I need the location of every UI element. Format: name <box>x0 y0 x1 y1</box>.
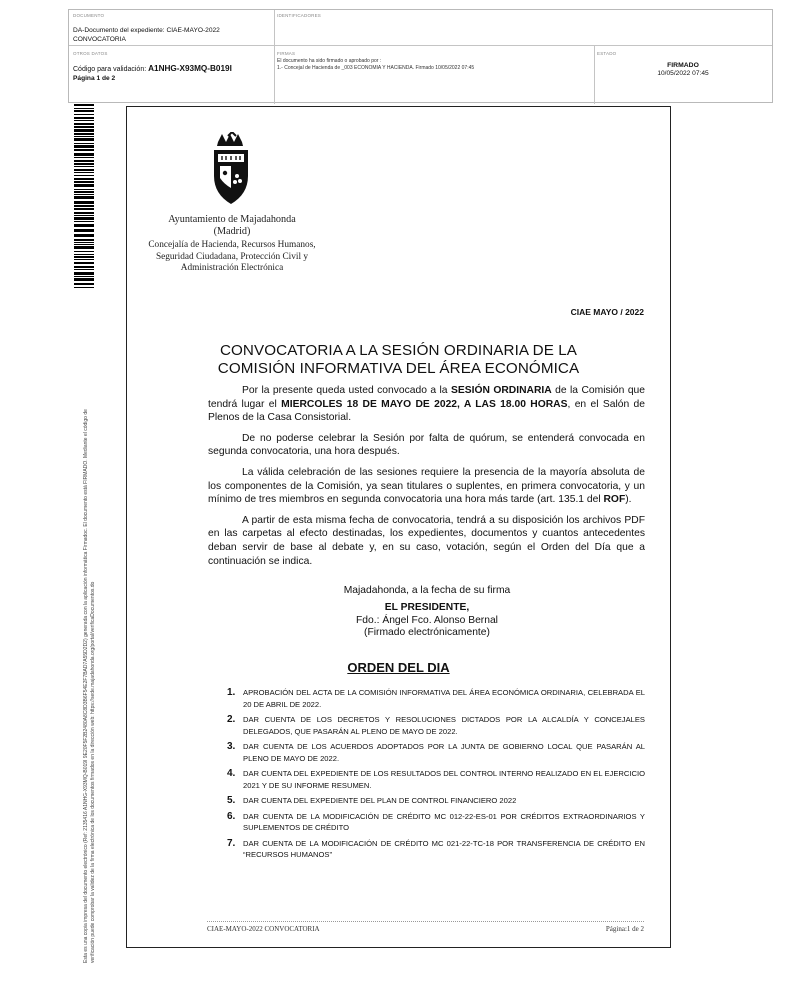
organization-block <box>147 214 317 275</box>
agenda-item <box>227 687 645 710</box>
agenda-item-number: 2. <box>227 714 236 725</box>
p1-text-a: Por la presente queda usted convocado a la <box>242 385 451 396</box>
identificadores-label: IDENTIFICADORES <box>277 13 322 18</box>
footer-divider <box>207 921 644 922</box>
verification-side-text <box>83 263 97 963</box>
footer-page-number: Página:1 de 2 <box>605 925 644 933</box>
documento-label: DOCUMENTO <box>73 13 105 18</box>
codigo-label: Código para validación: <box>73 66 147 73</box>
p1-session-type: SESIÓN ORDINARIA <box>450 385 552 396</box>
page-count: Página 1 de 2 <box>73 75 116 82</box>
paragraph-2: De no poderse celebrar la Sesión por falta de quórum, se entenderá convocada en segunda convocatoria, una hora después. <box>208 432 645 458</box>
p1-text-e: , en el Salón de Plenos de la Casa Consistorial. <box>208 398 646 424</box>
signature-block <box>257 585 597 640</box>
estado-value: FIRMADO <box>667 62 699 69</box>
agenda-item-number: 4. <box>227 768 236 779</box>
agenda-item <box>227 811 645 834</box>
side-text-line1: Esta es una copia impresa del documento electrónico (Ref: 2135416 A1NHG-X93MQ-B019I 9E20F5F2B2480A8C8D3B6F54E2F7BAD7A55D2D2) generada con la aplicación informática Firmadoc. El documento está FIRMADO. Mediante el código de <box>83 409 89 963</box>
otros-datos-cell <box>73 51 273 82</box>
identificadores-cell <box>277 13 321 18</box>
agenda-title: ORDEN DEL DIA <box>347 660 450 675</box>
signed-note: (Firmado electrónicamente) <box>364 627 490 639</box>
place-date: Majadahonda, a la fecha de su firma <box>343 585 511 596</box>
firmas-cell <box>277 51 592 72</box>
estado-date: 10/05/2022 07:45 <box>657 70 709 77</box>
document-title <box>127 342 670 378</box>
org-region: (Madrid) <box>213 226 251 237</box>
documento-value: DA-Documento del expediente: CIAE-MAYO-2022 CONVOCATORIA <box>73 27 220 43</box>
document-body <box>208 384 645 575</box>
agenda-item-text: APROBACIÓN DEL ACTA DE LA COMISIÓN INFORMATIVA DEL ÁREA ECONÓMICA ORDINARIA, CELEBRADA EL 20 DE ABRIL DE 2022. <box>243 688 645 709</box>
p1-date-time: MIERCOLES 18 DE MAYO DE 2022, A LAS 18.00 HORAS <box>281 398 568 410</box>
org-name: Ayuntamiento de Majadahonda <box>168 214 296 225</box>
president-title: EL PRESIDENTE, <box>384 602 470 614</box>
title-line1: CONVOCATORIA A LA SESIÓN ORDINARIA DE LA <box>219 342 578 359</box>
agenda-item-text: DAR CUENTA DEL EXPEDIENTE DEL PLAN DE CONTROL FINANCIERO 2022 <box>243 796 517 805</box>
otros-datos-label: OTROS DATOS <box>73 51 108 56</box>
signer-name: Fdo.: Ángel Fco. Alonso Bernal <box>356 614 498 626</box>
agenda-item <box>227 795 645 807</box>
agenda-list <box>227 687 645 865</box>
agenda-item-number: 7. <box>227 837 236 849</box>
agenda-item-number: 3. <box>227 741 236 752</box>
agenda-item <box>227 741 645 764</box>
agenda-item-text: DAR CUENTA DE LOS ACUERDOS ADOPTADOS POR LA JUNTA DE GOBIERNO LOCAL QUE PASARÁN AL PLENO DE MAYO DE 2022. <box>243 742 645 763</box>
p3-text-a: La válida celebración de las sesiones requiere la presencia de la mayoría absoluta de los componentes de la Comisión, ya sean titulares o suplentes, en primera convocatoria, y un mínimo de tres miembros en segunda convocatoria una hora más tarde (art. 135.1 del <box>208 466 645 506</box>
barcode-icon <box>74 104 94 288</box>
agenda-item-text: DAR CUENTA DE LA MODIFICACIÓN DE CRÉDITO MC 012-22-ES-01 POR CRÉDITOS EXTRAORDINARIOS Y SUPLEMENTOS DE CRÉDITO <box>243 811 645 832</box>
document-header <box>68 9 773 103</box>
agenda-item-number: 5. <box>227 795 236 806</box>
codigo-value[interactable]: A1NHG-X93MQ-B019I <box>148 64 232 73</box>
agenda-item <box>227 768 645 791</box>
side-text-line2: verificación puede comprobar la validez de la firma electrónica de los documentos firmados en la dirección web: https://sede.majadahonda.org/portal/verificaDocumentos.do <box>90 581 96 963</box>
document-page <box>126 106 671 948</box>
agenda-item-text: DAR CUENTA DE LOS DECRETOS Y RESOLUCIONES DICTADOS POR LA ALCALDÍA Y CONCEJALES DELEGADOS, QUE PASARÁN AL PLENO DE MAYO DE 2022. <box>243 715 645 736</box>
p3-text-c: ). <box>625 494 632 506</box>
agenda-item-number: 6. <box>227 810 236 822</box>
firmas-label: FIRMAS <box>277 51 296 56</box>
title-line2: COMISIÓN INFORMATIVA DEL ÁREA ECONÓMICA <box>217 360 580 377</box>
firmas-line2: 1.- Concejal de Hacienda de _003 ECONOMIA Y HACIENDA. Firmado 10/05/2022 07:45 <box>277 65 475 71</box>
documento-cell <box>73 13 273 44</box>
agenda-item <box>227 714 645 737</box>
agenda-item-text: DAR CUENTA DEL EXPEDIENTE DE LOS RESULTADOS DEL CONTROL INTERNO REALIZADO EN EL EJERCICIO 2021 Y DE SU INFORME RESUMEN. <box>243 769 645 790</box>
paragraph-4: A partir de esta misma fecha de convocatoria, tendrá a su disposición los archivos PDF en las carpetas al efecto destinadas, los expedientes, documentos y cuantos antecedentes deban servir de base al debate y, en su caso, votación, según el Orden del Día que a continuación se indica. <box>208 514 645 567</box>
paragraph-3 <box>208 466 645 507</box>
codigo-validacion <box>73 64 273 73</box>
agenda-item-text: DAR CUENTA DE LA MODIFICACIÓN DE CRÉDITO MC 021-22-TC-18 POR TRANSFERENCIA DE CRÉDITO EN “RECURSOS HUMANOS” <box>243 838 645 859</box>
estado-label: ESTADO <box>597 51 617 56</box>
estado-cell <box>597 51 769 77</box>
coat-of-arms-icon <box>210 132 252 210</box>
agenda-item-number: 1. <box>227 687 236 698</box>
org-department: Concejalía de Hacienda, Recursos Humanos, Seguridad Ciudadana, Protección Civil y Administración Electrónica <box>148 240 316 274</box>
footer-document-id: CIAE-MAYO-2022 CONVOCATORIA <box>207 925 320 933</box>
firmas-line1: El documento ha sido firmado o aprobado por : <box>277 58 382 64</box>
p1-text-c: de la Comisión que tendrá lugar el <box>208 385 645 410</box>
paragraph-1 <box>208 384 645 425</box>
p3-rof: ROF <box>603 494 626 506</box>
agenda-item <box>227 838 645 861</box>
document-reference: CIAE MAYO / 2022 <box>570 307 644 317</box>
